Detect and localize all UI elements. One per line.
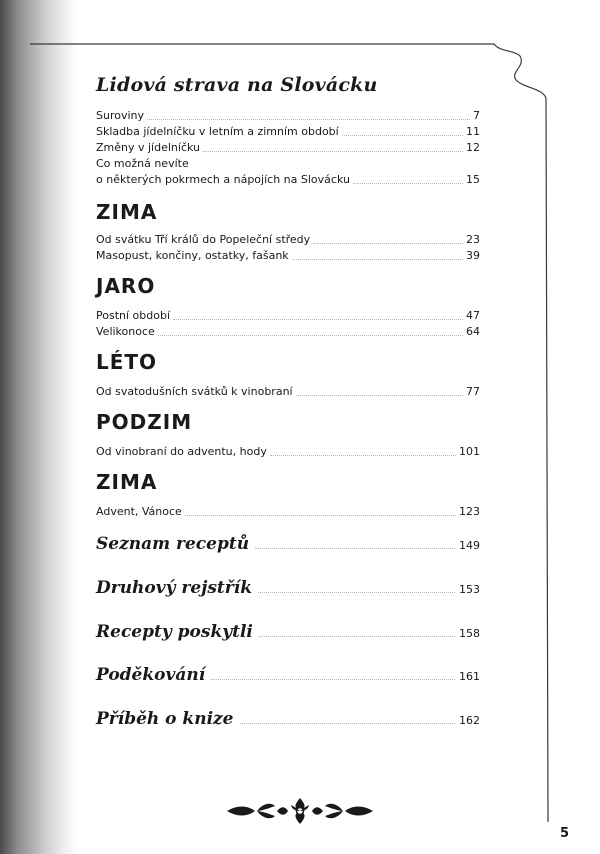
section-heading-winter: ZIMA bbox=[96, 200, 158, 224]
dot-leader bbox=[240, 722, 455, 724]
toc-entry-page: 153 bbox=[459, 583, 480, 596]
dot-leader bbox=[185, 514, 456, 516]
toc-entry-page: 11 bbox=[466, 125, 480, 138]
toc-entry[interactable] bbox=[96, 503, 480, 519]
toc-entry-title: Co možná nevíte bbox=[96, 157, 189, 170]
toc-entry-title: Příběh o knize bbox=[96, 709, 234, 729]
toc-entry-title: Poděkování bbox=[96, 665, 206, 685]
dot-leader bbox=[296, 394, 463, 396]
folk-ornament-icon bbox=[225, 796, 375, 830]
toc-entry[interactable] bbox=[96, 307, 480, 323]
toc-entry-title: Advent, Vánoce bbox=[96, 505, 182, 518]
section-heading-autumn: PODZIM bbox=[96, 410, 193, 434]
toc-entry[interactable] bbox=[96, 443, 480, 459]
toc-entry-page: 123 bbox=[459, 505, 480, 518]
main-heading: Lidová strava na Slovácku bbox=[96, 74, 378, 96]
dot-leader bbox=[353, 182, 463, 184]
dot-leader bbox=[292, 258, 463, 260]
section-heading-winter-advent: ZIMA bbox=[96, 470, 158, 494]
toc-entry[interactable] bbox=[96, 155, 480, 171]
toc-entry-title: Seznam receptů bbox=[96, 534, 250, 554]
toc-entry-title: Skladba jídelníčku v letním a zimním období bbox=[96, 125, 339, 138]
toc-entry-title: Druhový rejstřík bbox=[96, 578, 252, 598]
toc-entry-title: Masopust, končiny, ostatky, fašank bbox=[96, 249, 289, 262]
toc-entry-title: o některých pokrmech a nápojích na Slovácku bbox=[96, 173, 350, 186]
dot-leader bbox=[147, 118, 470, 120]
toc-entry-title: Velikonoce bbox=[96, 325, 155, 338]
page-number: 5 bbox=[560, 826, 570, 841]
dot-leader bbox=[313, 242, 463, 244]
dot-leader bbox=[255, 547, 455, 549]
toc-entry-title: Postní období bbox=[96, 309, 171, 322]
dot-leader bbox=[270, 454, 456, 456]
toc-entry[interactable] bbox=[96, 231, 480, 247]
toc-entry-title: Od vinobraní do adventu, hody bbox=[96, 445, 267, 458]
toc-entry[interactable] bbox=[96, 123, 480, 139]
dot-leader bbox=[211, 678, 455, 680]
toc-entry-book-story[interactable] bbox=[96, 705, 480, 729]
toc-entry-acknowledgements[interactable] bbox=[96, 661, 480, 685]
toc-entry-page: 158 bbox=[459, 627, 480, 640]
toc-entry-page: 12 bbox=[466, 141, 480, 154]
toc-entry-page: 23 bbox=[466, 233, 480, 246]
section-heading-spring: JARO bbox=[96, 274, 156, 298]
toc-entry-page: 7 bbox=[473, 109, 480, 122]
toc-entry[interactable] bbox=[96, 383, 480, 399]
toc-entry-page: 39 bbox=[466, 249, 480, 262]
toc-entry[interactable] bbox=[96, 247, 480, 263]
toc-entry-title: Recepty poskytli bbox=[96, 622, 253, 642]
dot-leader bbox=[342, 134, 463, 136]
toc-entry-recipe-list[interactable] bbox=[96, 530, 480, 554]
dot-leader bbox=[259, 635, 455, 637]
toc-entry-page: 47 bbox=[466, 309, 480, 322]
toc-entry-title: Změny v jídelníčku bbox=[96, 141, 201, 154]
dot-leader bbox=[158, 334, 463, 336]
toc-entry[interactable] bbox=[96, 139, 480, 155]
dot-leader bbox=[173, 318, 463, 320]
toc-entry-page: 162 bbox=[459, 714, 480, 727]
toc-entry-page: 149 bbox=[459, 539, 480, 552]
table-of-contents bbox=[96, 0, 480, 854]
toc-entry-page: 77 bbox=[466, 385, 480, 398]
toc-entry[interactable] bbox=[96, 107, 480, 123]
section-heading-summer: LÉTO bbox=[96, 350, 158, 374]
toc-entry-page: 101 bbox=[459, 445, 480, 458]
toc-entry-page: 15 bbox=[466, 173, 480, 186]
toc-entry[interactable] bbox=[96, 323, 480, 339]
toc-entry-title: Od svatodušních svátků k vinobraní bbox=[96, 385, 293, 398]
toc-entry-title: Suroviny bbox=[96, 109, 145, 122]
toc-entry[interactable] bbox=[96, 171, 480, 187]
toc-entry-title: Od svátku Tří králů do Popeleční středy bbox=[96, 233, 311, 246]
toc-entry-page: 64 bbox=[466, 325, 480, 338]
toc-entry-species-index[interactable] bbox=[96, 574, 480, 598]
toc-entry-recipe-contributors[interactable] bbox=[96, 618, 480, 642]
dot-leader bbox=[203, 150, 463, 152]
toc-entry-page: 161 bbox=[459, 670, 480, 683]
dot-leader bbox=[258, 591, 455, 593]
